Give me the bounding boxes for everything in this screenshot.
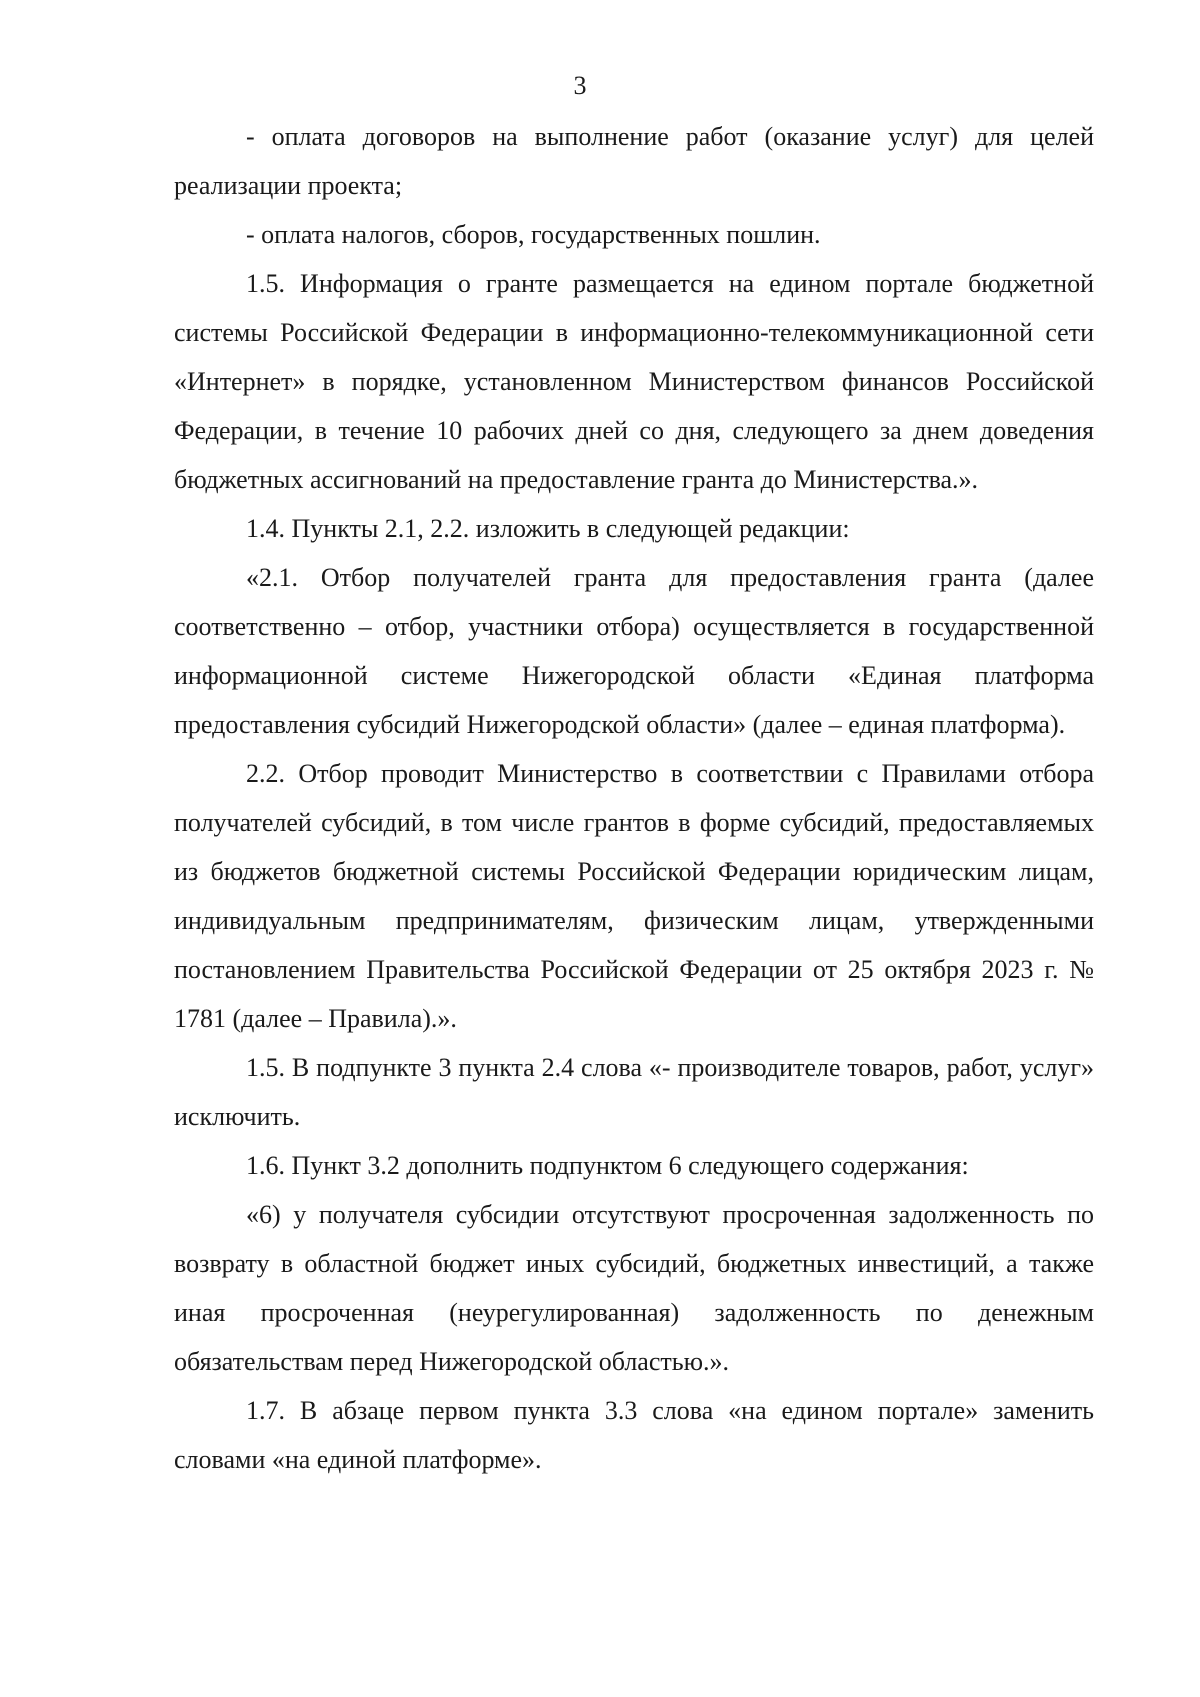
paragraph-contract-payment: - оплата договоров на выполнение работ (оказание услуг) для целей реализации проекта; [174, 122, 1094, 200]
paragraph-2-1-selection: «2.1. Отбор получателей гранта для предоставления гранта (далее соответственно – отбор, участники отбора) осуществляется в государственной информационной системе Нижегородской области «Единая платформа предоставления субсидий Нижегородской области» (далее – единая платформа). [174, 563, 1094, 739]
paragraph-1-4-amend-points: 1.4. Пункты 2.1, 2.2. изложить в следующей редакции: [246, 514, 850, 543]
paragraph-2-2-selection-rules: 2.2. Отбор проводит Министерство в соответствии с Правилами отбора получателей субсидий, в том числе грантов в форме субсидий, предоставляемых из бюджетов бюджетной системы Российской Федерации юридическим лицам, индивидуальным предпринимателям, физическим лицам, утвержденными постановлением Правительства Российской Федерации от 25 октября 2023 г. № 1781 (далее – Правила).». [174, 759, 1094, 1033]
paragraph-1-6-point-3-2: 1.6. Пункт 3.2 дополнить подпунктом 6 следующего содержания: [246, 1151, 969, 1180]
document-body [174, 112, 1094, 1484]
paragraph-subpoint-6-debt: «6) у получателя субсидии отсутствуют просроченная задолженность по возврату в областной бюджет иных субсидий, бюджетных инвестиций, а также иная просроченная (неурегулированная) задолженность по денежным обязательствам перед Нижегородской областью.». [174, 1200, 1094, 1376]
paragraph-tax-payment: - оплата налогов, сборов, государственных пошлин. [246, 220, 821, 249]
paragraph-1-5-grant-info: 1.5. Информация о гранте размещается на едином портале бюджетной системы Российской Федерации в информационно-телекоммуникационной сети «Интернет» в порядке, установленном Министерством финансов Российской Федерации, в течение 10 рабочих дней со дня, следующего за днем доведения бюджетных ассигнований на предоставление гранта до Министерства.». [174, 269, 1094, 494]
paragraph-1-7-point-3-3: 1.7. В абзаце первом пункта 3.3 слова «на едином портале» заменить словами «на единой платформе». [174, 1396, 1094, 1474]
page-number: 3 [573, 71, 587, 100]
paragraph-1-5-subpoint-3: 1.5. В подпункте 3 пункта 2.4 слова «- производителе товаров, работ, услуг» исключить. [174, 1053, 1094, 1131]
